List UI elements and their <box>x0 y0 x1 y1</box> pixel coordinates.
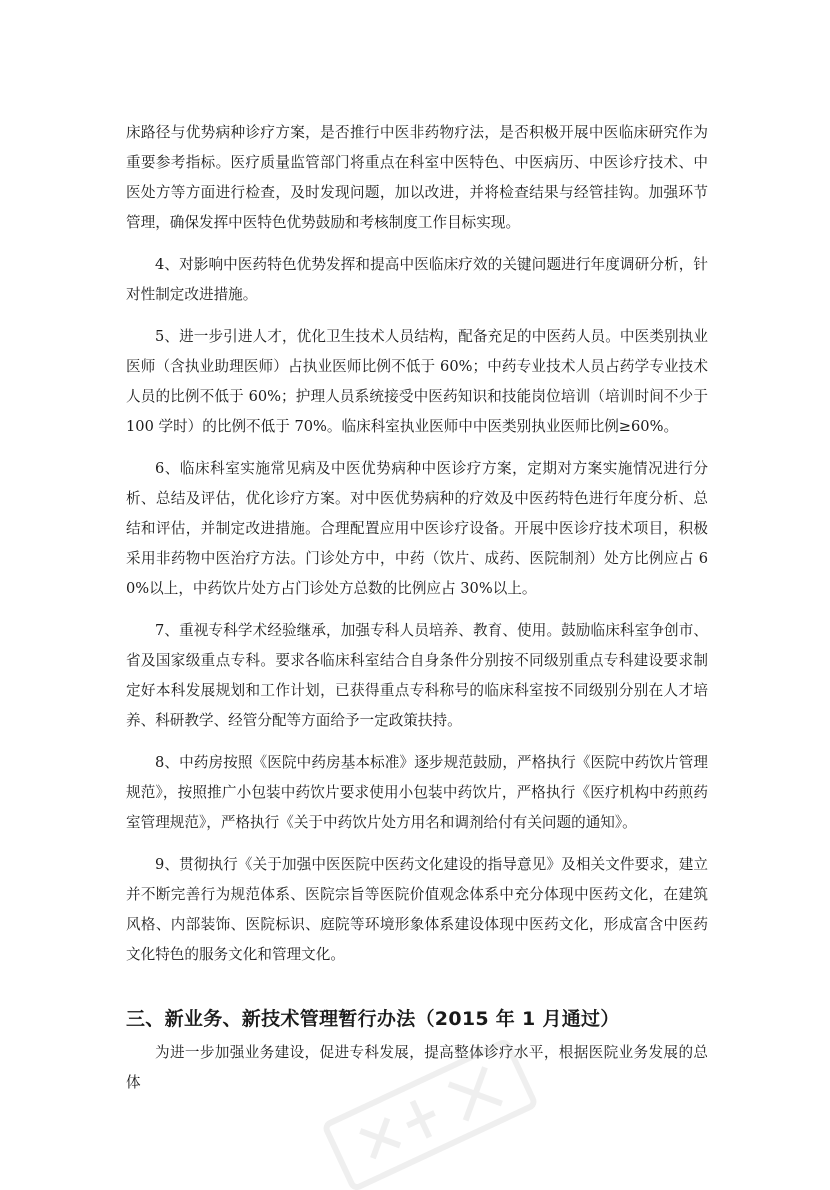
section-heading: 三、新业务、新技术管理暂行办法（2015 年 1 月通过） <box>126 1008 620 1030</box>
section-intro-paragraph: 为进一步加强业务建设，促进专科发展，提高整体诊疗水平，根据医院业务发展的总体 <box>126 1044 708 1091</box>
paragraph-continuation: 床路径与优势病种诊疗方案，是否推行中医非药物疗法，是否积极开展中医临床研究作为重要参考指标。医疗质量监管部门将重点在科室中医特色、中医病历、中医诊疗技术、中医处方等方面进行检查，及时发现问题，加以改进，并将检查结果与经管挂钩。加强环节管理，确保发挥中医特色优势鼓励和考核制度工作目标实现。 <box>126 124 708 231</box>
paragraph-item-5: 5、进一步引进人才，优化卫生技术人员结构，配备充足的中医药人员。中医类别执业医师（含执业助理医师）占执业医师比例不低于 60%；中药专业技术人员占药学专业技术人员的比例不低于 60%；护理人员系统接受中医药知识和技能岗位培训（培训时间不少于100 学时）的比例不低于 70%。临床科室执业医师中中医类别执业医师比例≥60%。 <box>126 328 708 435</box>
paragraph-item-9: 9、贯彻执行《关于加强中医医院中医药文化建设的指导意见》及相关文件要求，建立并不断完善行为规范体系、医院宗旨等医院价值观念体系中充分体现中医药文化，在建筑风格、内部装饰、医院标识、庭院等环境形象体系建设体现中医药文化，形成富含中医药文化特色的服务文化和管理文化。 <box>126 856 708 963</box>
watermark-graphic <box>300 1040 560 1190</box>
document-body <box>126 118 708 1098</box>
paragraph-item-6: 6、临床科室实施常见病及中医优势病种中医诊疗方案，定期对方案实施情况进行分析、总结及评估，优化诊疗方案。对中医优势病种的疗效及中医药特色进行年度分析、总结和评估，并制定改进措施。合理配置应用中医诊疗设备。开展中医诊疗技术项目，积极采用非药物中医治疗方法。门诊处方中，中药（饮片、成药、医院制剂）处方比例应占 60%以上，中药饮片处方占门诊处方总数的比例应占 30%以上。 <box>126 460 708 597</box>
paragraph-item-8: 8、中药房按照《医院中药房基本标准》逐步规范鼓励，严格执行《医院中药饮片管理规范》，按照推广小包装中药饮片要求使用小包装中药饮片，严格执行《医疗机构中药煎药室管理规范》，严格执行《关于中药饮片处方用名和调剂给付有关问题的通知》。 <box>126 754 708 831</box>
paragraph-item-7: 7、重视专科学术经验继承，加强专科人员培养、教育、使用。鼓励临床科室争创市、省及国家级重点专科。要求各临床科室结合自身条件分别按不同级别重点专科建设要求制定好本科发展规划和工作计划，已获得重点专科称号的临床科室按不同级别分别在人才培养、科研教学、经管分配等方面给予一定政策扶持。 <box>126 622 708 729</box>
paragraph-item-4: 4、对影响中医药特色优势发挥和提高中医临床疗效的关键问题进行年度调研分析，针对性制定改进措施。 <box>126 256 708 303</box>
